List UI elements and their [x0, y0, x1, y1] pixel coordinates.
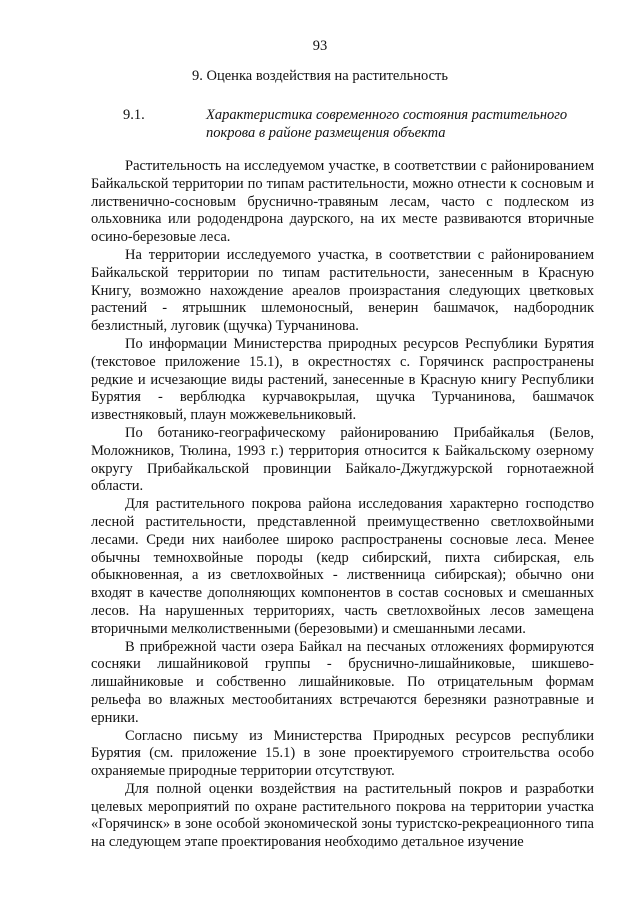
- subsection-number: 9.1.: [123, 107, 145, 123]
- paragraph-ministry-information: По информации Министерства природных ресурсов Республики Бурятия (текстовое приложение 15.1), в окрестностях с. Горячинск распространены редкие и исчезающие виды растений, занесенные в Красную книгу Республики Бурятия - верблюдка курчавокрылая, щучка Турчанинова, башмачок известняковый, плаун можжевельниковый.: [91, 335, 594, 424]
- paragraph-full-assessment: Для полной оценки воздействия на растительный покров и разработки целевых мероприятий по охране растительного покрова на территории участка «Горячинск» в зоне особой экономической зоны туристско-рекреационного типа на следующем этапе проектирования необходимо детальное изучение: [91, 780, 594, 851]
- body-text: [91, 158, 594, 852]
- paragraph-protected-areas: Согласно письму из Министерства Природных ресурсов республики Бурятия (см. приложение 15.1) в зоне проектируемого строительства особо охраняемые природные территории отсутствуют.: [91, 727, 594, 780]
- paragraph-red-book-plants: На территории исследуемого участка, в соответствии с районированием Байкальской территории по типам растительности, занесенным в Красную Книгу, возможно нахождение ареалов произрастания следующих цветковых растений - ятрышник шлемоносный, венерин башмачок, надбородник безлистный, луговик (щучка) Турчанинова.: [91, 246, 594, 335]
- page-number: 93: [312, 38, 328, 54]
- paragraph-botanical-zoning: По ботанико-географическому районированию Прибайкалья (Белов, Моложников, Тюлина, 1993 г.) территория относится к Байкальскому озерному округу Прибайкальской провинции Байкало-Джугджурской горнотаежной области.: [91, 424, 594, 495]
- paragraph-coastal-pine: В прибрежной части озера Байкал на песчаных отложениях формируются сосняки лишайниковой группы - бруснично-лишайниковые, шикшево-лишайниковые и собственно лишайниковые. По отрицательным формам рельефа во влажных местообитаниях встречаются березняки разнотравные и ерники.: [91, 638, 594, 726]
- paragraph-forest-cover: Для растительного покрова района исследования характерно господство лесной растительности, представленной преимущественно светлохвойными лесами. Среди них наиболее широко распространены сосновые леса. Менее обычны темнохвойные породы (кедр сибирский, пихта сибирская, ель обыкновенная, а из светлохвойных - лиственница сибирская); обычно они входят в качестве дополняющих компонентов в состав сосновых и смешанных лесов. На нарушенных территориях, часть светлохвойных лесов замещена вторичными мелколиственными (березовыми) и смешанными лесами.: [91, 496, 594, 637]
- subsection-title: Характеристика современного состояния растительного покрова в районе размещения объекта: [206, 107, 568, 141]
- paragraph-vegetation-overview: Растительность на исследуемом участке, в соответствии с районированием Байкальской территории по типам растительности, можно отнести к сосновым и лиственично-сосновым бруснично-травяным лесам, часто с подлеском из ольховника или рододендрона даурского, на их месте развиваются вторичные осино-березовые леса.: [91, 158, 594, 246]
- section-heading: 9. Оценка воздействия на растительность: [192, 68, 448, 84]
